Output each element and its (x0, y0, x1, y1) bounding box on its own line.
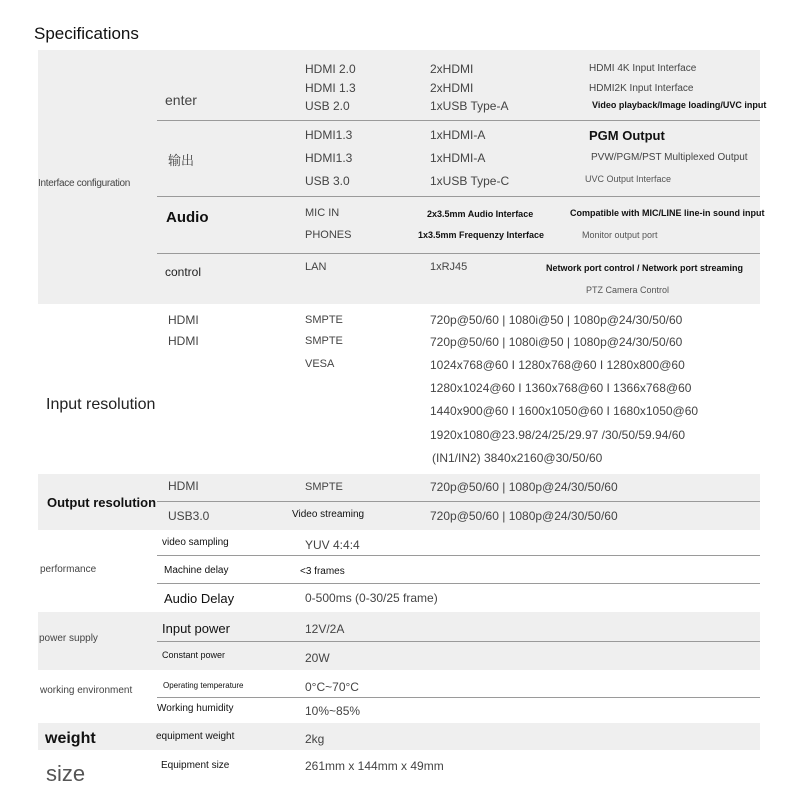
divider (157, 555, 760, 556)
enter-spec-3: 1xUSB Type-A (430, 99, 509, 113)
output-spec-2: 1xHDMI-A (430, 151, 486, 165)
input-res-2: 720p@50/60 | 1080i@50 | 1080p@24/30/50/60 (430, 335, 683, 349)
out-res-std-1: SMPTE (305, 481, 343, 493)
divider (157, 120, 760, 121)
interface-label: Interface configuration (38, 178, 131, 189)
enter-spec-1: 2xHDMI (430, 62, 474, 76)
enter-desc-2: HDMI2K Input Interface (589, 83, 694, 94)
enter-port-3: USB 2.0 (305, 99, 350, 113)
input-std-1: SMPTE (305, 314, 343, 326)
size-value: 261mm x 144mm x 49mm (305, 759, 444, 773)
out-res-port-1: HDMI (168, 479, 199, 493)
divider (157, 641, 760, 642)
env-name-2: Working humidity (157, 703, 234, 714)
weight-name: equipment weight (156, 731, 235, 742)
weight-band (38, 723, 760, 750)
divider (157, 697, 760, 698)
output-label: 输出 (168, 153, 195, 168)
size-name: Equipment size (161, 760, 230, 771)
audio-port-1: MIC IN (305, 207, 340, 219)
control-spec: 1xRJ45 (430, 261, 468, 273)
input-res-4: 1280x1024@60 I 1360x768@60 I 1366x768@60 (430, 381, 692, 395)
divider (157, 501, 760, 502)
perf-name-2: Machine delay (164, 565, 229, 576)
output-port-1: HDMI1.3 (305, 128, 353, 142)
perf-name-3: Audio Delay (164, 591, 235, 606)
performance-label: performance (40, 564, 97, 575)
output-spec-3: 1xUSB Type-C (430, 174, 510, 188)
size-label: size (46, 761, 86, 786)
input-res-1: 720p@50/60 | 1080i@50 | 1080p@24/30/50/60 (430, 313, 683, 327)
input-res-3: 1024x768@60 I 1280x768@60 I 1280x800@60 (430, 358, 685, 372)
perf-value-3: 0-500ms (0-30/25 frame) (305, 591, 438, 605)
audio-label: Audio (166, 209, 209, 226)
output-desc-3: UVC Output Interface (585, 174, 672, 184)
input-std-2: SMPTE (305, 335, 343, 347)
input-res-7: (IN1/IN2) 3840x2160@30/50/60 (432, 451, 603, 465)
input-resolution-label: Input resolution (46, 396, 156, 413)
env-name-1: Operating temperature (163, 681, 244, 690)
output-desc-2: PVW/PGM/PST Multiplexed Output (591, 152, 748, 163)
input-std-3: VESA (305, 358, 335, 370)
env-value-2: 10%~85% (305, 704, 361, 718)
enter-spec-2: 2xHDMI (430, 81, 474, 95)
power-value-2: 20W (305, 651, 330, 665)
output-port-2: HDMI1.3 (305, 151, 353, 165)
perf-value-2: <3 frames (300, 566, 345, 577)
enter-port-2: HDMI 1.3 (305, 81, 356, 95)
input-port-2: HDMI (168, 334, 199, 348)
page-title: Specifications (34, 24, 139, 43)
output-port-3: USB 3.0 (305, 174, 350, 188)
audio-spec-1: 2x3.5mm Audio Interface (427, 209, 534, 219)
environment-label: working environment (40, 685, 133, 696)
input-port-1: HDMI (168, 313, 199, 327)
input-res-6: 1920x1080@23.98/24/25/29.97 /30/50/59.94/60 (430, 428, 686, 442)
perf-name-1: video sampling (162, 537, 229, 548)
out-res-std-2: Video streaming (292, 509, 365, 520)
power-value-1: 12V/2A (305, 622, 345, 636)
divider (157, 583, 760, 584)
weight-value: 2kg (305, 732, 325, 746)
audio-port-2: PHONES (305, 229, 352, 241)
power-label: power supply (39, 633, 98, 644)
enter-port-1: HDMI 2.0 (305, 62, 356, 76)
audio-spec-2: 1x3.5mm Frequenzy Interface (418, 230, 545, 240)
enter-label: enter (165, 92, 197, 108)
enter-desc-1: HDMI 4K Input Interface (589, 63, 697, 74)
divider (157, 196, 760, 197)
output-desc-1: PGM Output (589, 128, 665, 143)
power-name-1: Input power (162, 621, 230, 636)
input-res-5: 1440x900@60 I 1600x1050@60 I 1680x1050@60 (430, 404, 699, 418)
control-desc-1: Network port control / Network port streaming (546, 263, 744, 273)
env-value-1: 0°C~70°C (305, 680, 359, 694)
output-resolution-label: Output resolution (47, 495, 157, 510)
control-port: LAN (305, 261, 327, 273)
weight-label: weight (45, 730, 96, 747)
enter-desc-3: Video playback/Image loading/UVC input (592, 100, 767, 110)
control-desc-2: PTZ Camera Control (586, 285, 670, 295)
out-res-value-1: 720p@50/60 | 1080p@24/30/50/60 (430, 480, 618, 494)
divider (157, 253, 760, 254)
output-spec-1: 1xHDMI-A (430, 128, 486, 142)
out-res-value-2: 720p@50/60 | 1080p@24/30/50/60 (430, 509, 618, 523)
perf-value-1: YUV 4:4:4 (305, 538, 360, 552)
out-res-port-2: USB3.0 (168, 509, 210, 523)
power-name-2: Constant power (162, 650, 226, 660)
control-label: control (165, 265, 202, 279)
audio-desc-1: Compatible with MIC/LINE line-in sound input (570, 208, 765, 218)
audio-desc-2: Monitor output port (582, 230, 658, 240)
